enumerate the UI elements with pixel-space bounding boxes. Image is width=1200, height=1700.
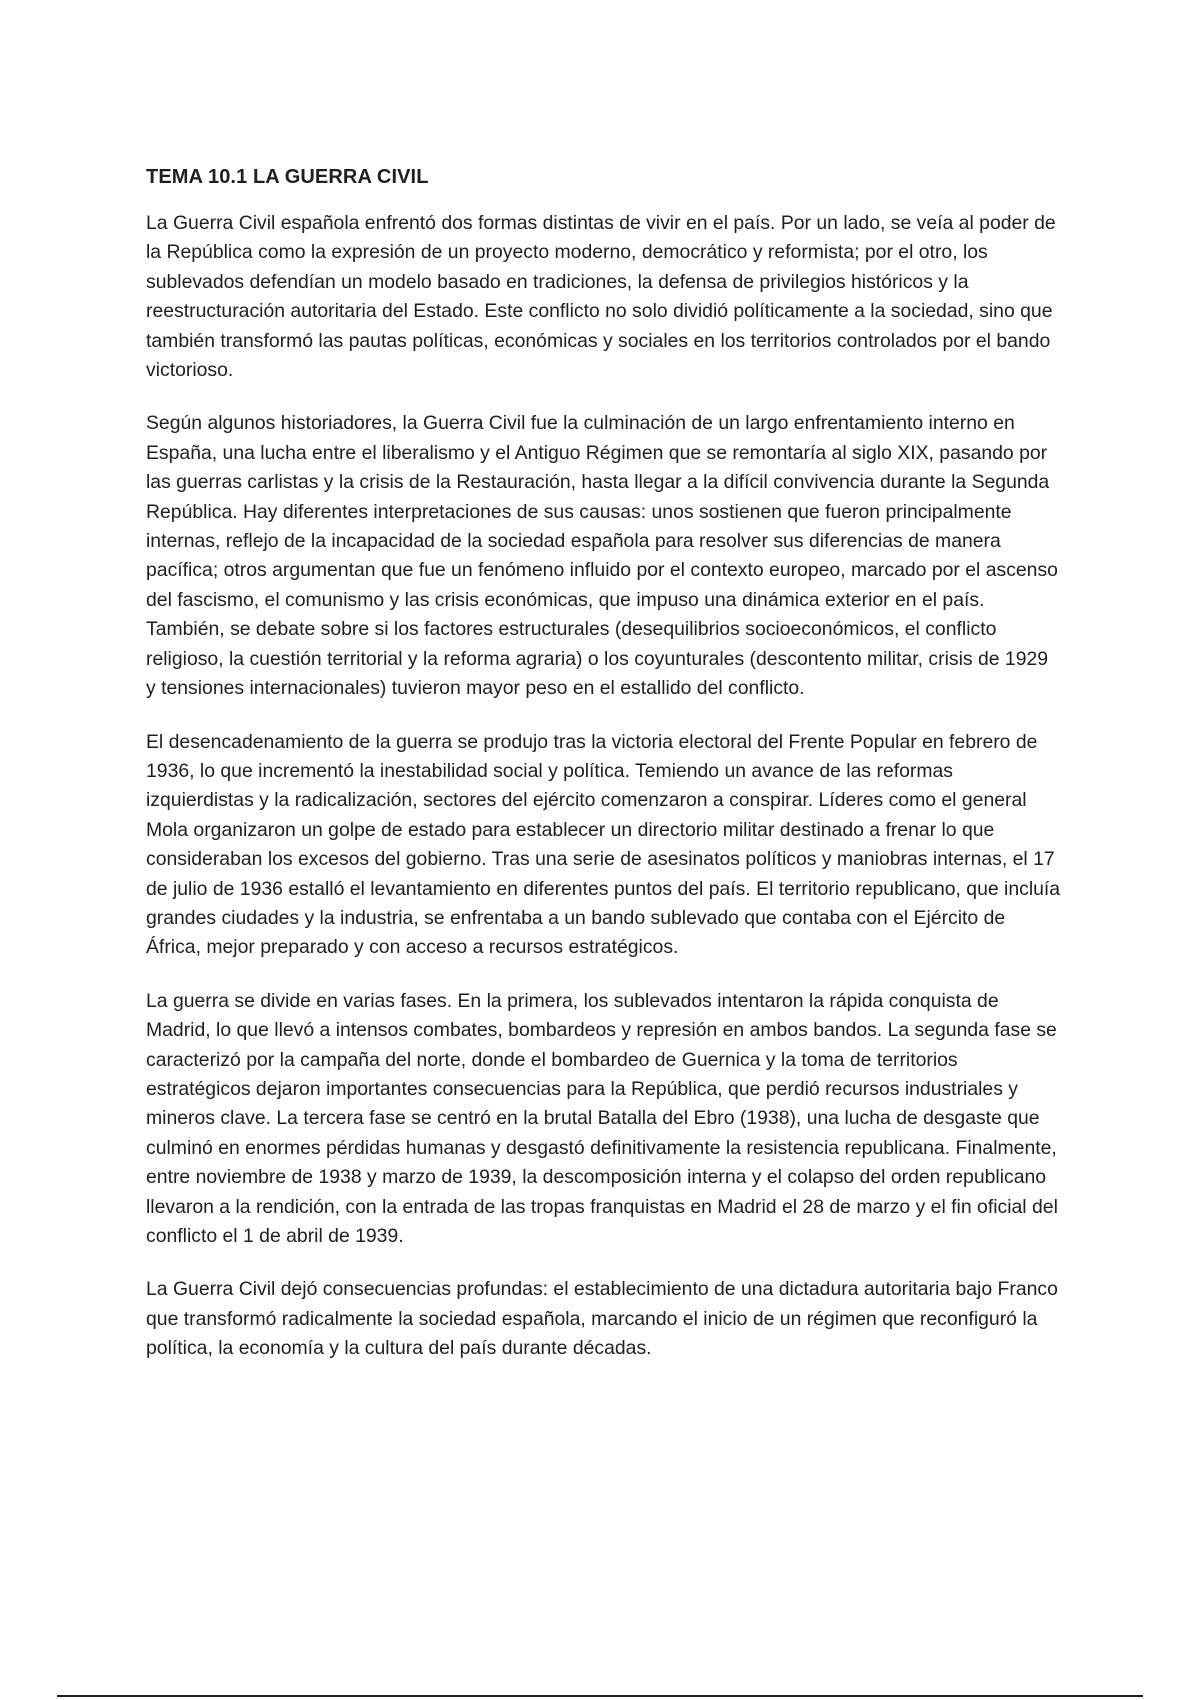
paragraph-causes: Según algunos historiadores, la Guerra Civil fue la culminación de un largo enfrentamiento interno en España, una lucha entre el liberalismo y el Antiguo Régimen que se remontaría al siglo XIX, pasando por las guerras carlistas y la crisis de la Restauración, hasta llegar a la difícil convivencia durante la Segunda República. Hay diferentes interpretaciones de sus causas: unos sostienen que fueron principalmente internas, reflejo de la incapacidad de la sociedad española para resolver sus diferencias de manera pacífica; otros argumentan que fue un fenómeno influido por el contexto europeo, marcado por el ascenso del fascismo, el comunismo y las crisis económicas, que impuso una dinámica exterior en el país. También, se debate sobre si los factores estructurales (desequilibrios socioeconómicos, el conflicto religioso, la cuestión territorial y la reforma agraria) o los coyunturales (descontento militar, crisis de 1929 y tensiones internacionales) tuvieron mayor peso en el estallido del conflicto. (146, 412, 1058, 700)
page-bottom-divider (57, 1695, 1143, 1697)
paragraph-intro: La Guerra Civil española enfrentó dos formas distintas de vivir en el país. Por un lado, se veía al poder de la República como la expresión de un proyecto moderno, democrático y reformista; por el otro, los sublevados defendían un modelo basado en tradiciones, la defensa de privilegios históricos y la reestructuración autoritaria del Estado. Este conflicto no solo dividió políticamente a la sociedad, sino que también transformó las pautas políticas, económicas y sociales en los territorios controlados por el bando victorioso. (146, 212, 1056, 382)
paragraph-outbreak: El desencadenamiento de la guerra se produjo tras la victoria electoral del Frente Popular en febrero de 1936, lo que incrementó la inestabilidad social y política. Temiendo un avance de las reformas izquierdistas y la radicalización, sectores del ejército comenzaron a conspirar. Líderes como el general Mola organizaron un golpe de estado para establecer un directorio militar destinado a frenar lo que consideraban los excesos del gobierno. Tras una serie de asesinatos políticos y maniobras internas, el 17 de julio de 1936 estalló el levantamiento en diferentes puntos del país. El territorio republicano, que incluía grandes ciudades y la industria, se enfrentaba a un bando sublevado que contaba con el Ejército de África, mejor preparado y con acceso a recursos estratégicos. (146, 730, 1061, 959)
paragraph-phases: La guerra se divide en varias fases. En la primera, los sublevados intentaron la rápida conquista de Madrid, lo que llevó a intensos combates, bombardeos y represión en ambos bandos. La segunda fase se caracterizó por la campaña del norte, donde el bombardeo de Guernica y la toma de territorios estratégicos dejaron importantes consecuencias para la República, que perdió recursos industriales y mineros clave. La tercera fase se centró en la brutal Batalla del Ebro (1938), una lucha de desgaste que culminó en enormes pérdidas humanas y desgastó definitivamente la resistencia republicana. Finalmente, entre noviembre de 1938 y marzo de 1939, la descomposición interna y el colapso del orden republicano llevaron a la rendición, con la entrada de las tropas franquistas en Madrid el 28 de marzo y el fin oficial del conflicto el 1 de abril de 1939. (146, 989, 1058, 1247)
document-page (146, 166, 1061, 1388)
document-title: TEMA 10.1 LA GUERRA CIVIL (146, 166, 429, 188)
paragraph-consequences: La Guerra Civil dejó consecuencias profundas: el establecimiento de una dictadura autoritaria bajo Franco que transformó radicalmente la sociedad española, marcando el inicio de un régimen que reconfiguró la política, la economía y la cultura del país durante décadas. (146, 1278, 1058, 1360)
